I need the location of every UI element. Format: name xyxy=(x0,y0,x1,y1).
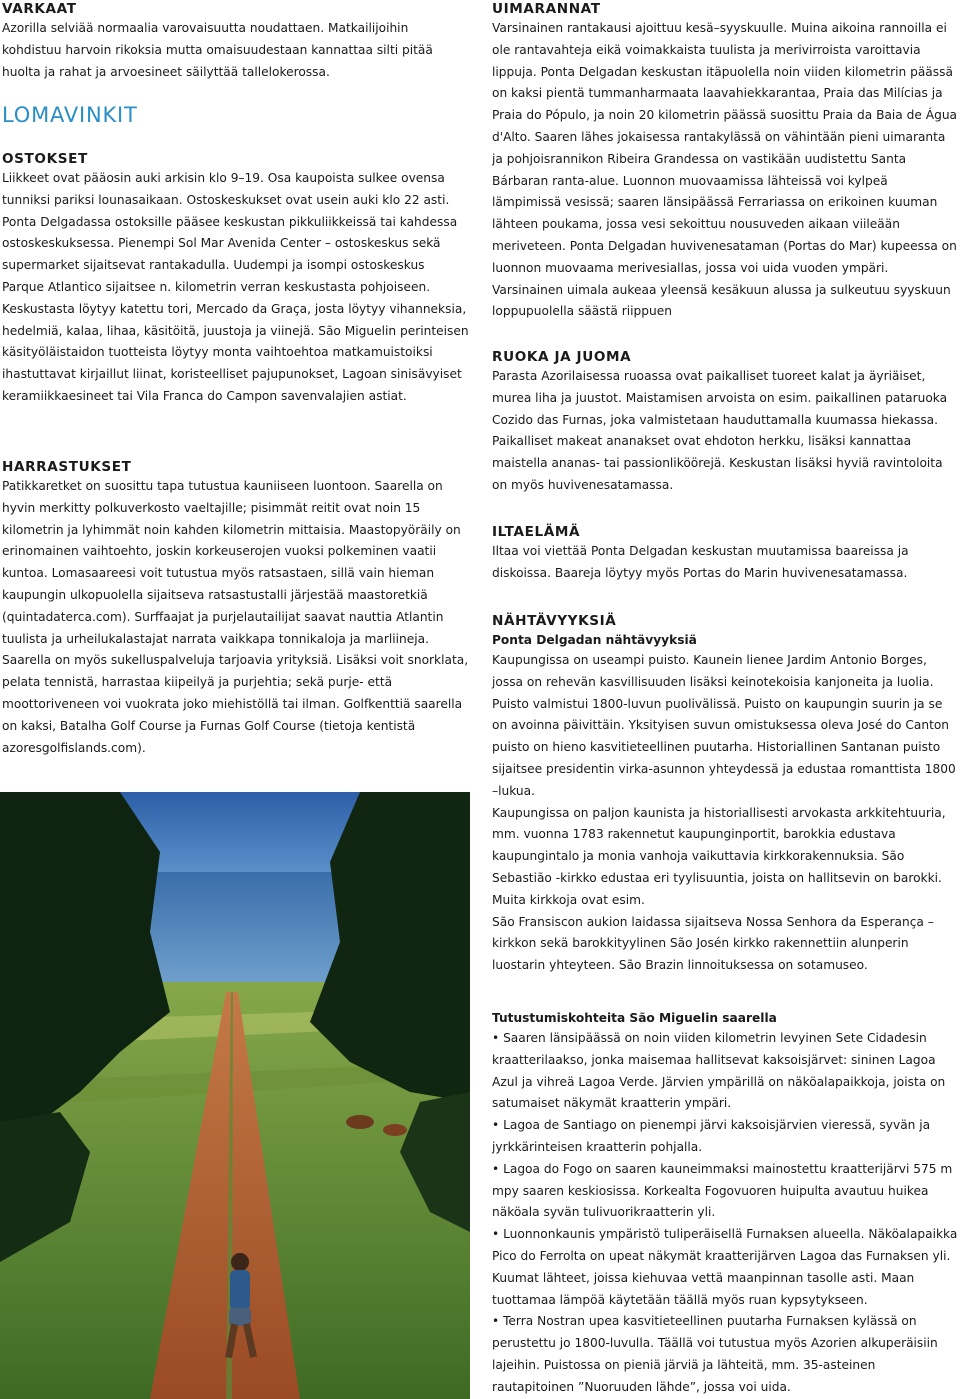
section-varkaat xyxy=(2,0,470,83)
nahtavyyksia-para3: São Fransiscon aukion laidassa sijaitseva Nossa Senhora da Esperança –kirkkon sekä barokkityylinen São Josén kirkko rakennettiin alunperin luostarin yhteyteen. São Brazin linnoituksessa on sotamuseo. xyxy=(492,914,934,973)
nahtavyyksia-heading: NÄHTÄVYYKSIÄ xyxy=(492,613,617,629)
section-uimarannat xyxy=(492,0,958,323)
nahtavyyksia-subheading: Ponta Delgadan nähtävyyksiä xyxy=(492,633,697,647)
harrastukset-heading: HARRASTUKSET xyxy=(2,459,132,475)
varkaat-text: Azorilla selviää normaalia varovaisuutta noudattaen. Matkailijoihin kohdistuu harvoin rikoksia mutta omaisuudestaan kannattaa silti pitää huolta ja rahat ja arvoesineet säilyttää tallelokerossa. xyxy=(2,21,433,79)
section-iltaelama xyxy=(492,523,958,585)
section-ruoka xyxy=(492,348,958,497)
harrastukset-text: Patikkaretket on suosittu tapa tutustua kauniiseen luontoon. Saarella on hyvin merkitty polkuverkosto vaeltajille; pisimmät reitit ovat noin 15 kilometrin ja lyhimmät noin kahden kilometrin mittaisia. Maastopyöräily on erinomainen vaihtoehto, joskin korkeuserojen vuoksi polkeminen vaatii kuntoa. Lomasaareesi voit tutustua myös ratsastaen, sillä vain hieman kaupungin ulkopuolella sijaitseva ratsastustalli järjestää maastoretkiä (quintadaterca.com). Surffaajat ja purjelautailijat saavat nauttia Atlantin tuulista ja urheilukalastajat narrata vaikkapa tonnikaloja ja marliineja. Saarella on myös sukelluspalveluja tarjoavia yrityksiä. Lisäksi voit snorklata, pelata tennistä, harrastaa kiipeilyä ja purjehtia; sekä purje- että moottoriveneen voi vuokrata joko miehistöllä tai ilman. Golfkenttiä saarella on kaksi, Batalha Golf Course ja Furnas Golf Course (tietoja kentistä azoresgolfislands.com). xyxy=(2,479,469,755)
nahtavyyksia-para2: Kaupungissa on paljon kaunista ja historiallisesti arvokasta arkkitehtuuria, mm. vuonna 1783 rakennetut kaupunginportit, barokkia edustava kaupungintalo ja monia vanhoja vaikuttavia kirkkorakennuksia. São Sebastião -kirkko edustaa eri tyylisuuntia, joista on hallitsevin on barokki. Muita kirkkoja ovat esim. xyxy=(492,805,946,907)
tutustumis-bullet-2: • Lagoa de Santiago on pienempi järvi kaksoisjärvien vieressä, syvän ja jyrkkärinteisen kraatterin pohjalla. xyxy=(492,1118,931,1154)
landscape-photo xyxy=(0,792,470,1399)
tutustumis-bullet-4: • Luonnonkaunis ympäristö tuliperäisellä Furnaksen alueella. Näköalapaikka Pico do Ferrolta on upeat näkymät kraatterijärven Lagoa das Furnaksen yli. Kuumat lähteet, joissa kiehuvaa vettä maanpinnan tasolle asti. Maan tuottamaa lämpöä käytetään täällä myös ruan kypsytykseen. xyxy=(492,1227,958,1307)
section-nahtavyyksia xyxy=(492,612,958,977)
ruoka-heading: RUOKA JA JUOMA xyxy=(492,349,632,365)
landscape-photo-icon xyxy=(0,792,470,1399)
iltaelama-heading: ILTAELÄMÄ xyxy=(492,524,581,540)
nahtavyyksia-para1: Kaupungissa on useampi puisto. Kaunein lienee Jardim Antonio Borges, jossa on rehevän kasvillisuuden lisäksi keinotekoisia kanjoneita ja luolia. Puisto valmistui 1800-luvun puolivälissä. Puisto on kaupungin suurin ja se on avoinna päivittäin. Yksityisen suvun omistuksessa oleva José do Canton puisto on hieno kasvitieteellinen puutarha. Historiallinen Santanan puisto sijaitsee presidentin virka-asunnon yhteydessä ja edustaa romanttista 1800 –lukua. xyxy=(492,653,956,798)
section-harrastukset xyxy=(2,458,470,759)
tutustumis-bullet-3: • Lagoa do Fogo on saaren kauneimmaksi mainostettu kraatterijärvi 575 m mpy saaren keskiosissa. Korkealta Fogovuoren huipulta avautuu huikea näköala syvän tulivuorikraatterin yli. xyxy=(492,1161,953,1220)
tutustumis-bullet-5: • Terra Nostran upea kasvitieteellinen puutarha Furnaksen kylässä on perustettu jo 1800-luvulla. Täällä voi tutustua myös Azorien alkuperäisiin lajeihin. Puistossa on pieniä järviä ja lähteitä, mm. 35-asteinen rautapitoinen ”Nuoruuden lähde”, jossa voi uida. xyxy=(492,1314,938,1394)
section-tutustumis xyxy=(492,1008,958,1399)
uimarannat-text: Varsinainen rantakausi ajoittuu kesä–syyskuulle. Muina aikoina rannoilla ei ole rantavahteja eikä voimakkaista tuulista ja merivirroista varoittavia lippuja. Ponta Delgadan keskustan itäpuolella noin viiden kilometrin päässä on kaksi pientä tummanharmaata laavahiekkarantaa, Praia das Milícias ja Praia do Pópulo, ja noin 20 kilometrin päässä suosittu Praia da Baia de Água d'Alto. Saaren lähes jokaisessa rantakylässä on vähintään pieni uimaranta ja pohjoisrannikon Ribeira Grandessa on vastikään uudistettu Santa Bárbaran ranta-alue. Luonnon muovaamissa lähteissä voi kylpeä lämpimissä vesissä; saaren länsipäässä Ferrariassa on erikoinen kuuman lähteen poukama, jossa vesi sekoittuu nousuveden aikaan viileään meriveteen. Ponta Delgadan huvivenesataman (Portas do Mar) kupeessa on luonnon muovaama merivesiallas, jossa voi uida vuoden ympäri. Varsinainen uimala aukeaa yleensä kesäkuun alussa ja sulkeutuu syyskuun loppupuolella säästä riippuen xyxy=(492,21,958,319)
section-ostokset xyxy=(2,150,470,408)
iltaelama-text: Iltaa voi viettää Ponta Delgadan keskustan muutamissa baareissa ja diskoissa. Baareja löytyy myös Portas do Marin huvivenesatamassa. xyxy=(492,544,909,580)
varkaat-heading: VARKAAT xyxy=(2,1,77,17)
tutustumis-bullet-1: • Saaren länsipäässä on noin viiden kilometrin levyinen Sete Cidadesin kraatterilaakso, jonka maisemaa hallitsevat kaksoisjärvet: sininen Lagoa Azul ja vihreä Lagoa Verde. Järvien ympärillä on näköalapaikkoja, joista on satumaiset näkymät kraatterin ympäri. xyxy=(492,1031,946,1111)
lomavinkit-title: LOMAVINKIT xyxy=(2,103,138,127)
ruoka-text: Parasta Azorilaisessa ruoassa ovat paikalliset tuoreet kalat ja äyriäiset, murea liha ja juustot. Maistamisen arvoista on esim. paikallinen pataruoka Cozido das Furnas, joka valmistetaan hauduttamalla kuumassa hiekassa. Paikalliset makeat ananakset ovat ehdoton herkku, lisäksi kannattaa maistella ananas- tai passionliköörejä. Keskustan lisäksi hyviä ravintoloita on myös huvivenesatamassa. xyxy=(492,369,948,492)
ostokset-heading: OSTOKSET xyxy=(2,151,88,167)
uimarannat-heading: UIMARANNAT xyxy=(492,1,601,17)
tutustumis-subheading: Tutustumiskohteita São Miguelin saarella xyxy=(492,1011,777,1025)
ostokset-text: Liikkeet ovat pääosin auki arkisin klo 9–19. Osa kaupoista sulkee ovensa tunniksi pariksi lounasaikaan. Ostoskeskukset ovat usein auki klo 22 asti. Ponta Delgadassa ostoksille pääsee keskustan pikkuliikkeissä tai kahdessa ostoskeskuksessa. Pienempi Sol Mar Avenida Center – ostoskeskus sekä supermarket sijaitsevat rantakadulla. Uudempi ja isompi ostoskeskus Parque Atlantico sijaitsee n. kilometrin verran keskustasta pohjoiseen. Keskustasta löytyy katettu tori, Mercado da Graça, josta löytyy vihanneksia, hedelmiä, kalaa, lihaa, käsitöitä, juustoja ja viinejä. São Miguelin perinteisen käsityöläistaidon tuotteista löytyy monta vaihtoehtoa matkamuistoiksi ihastuttavat kirjaillut liinat, koristeelliset pajupunokset, Lagoan sinisävyiset keramiikkaesineet tai Vila Franca do Campon savenvalajien astiat. xyxy=(2,171,469,403)
